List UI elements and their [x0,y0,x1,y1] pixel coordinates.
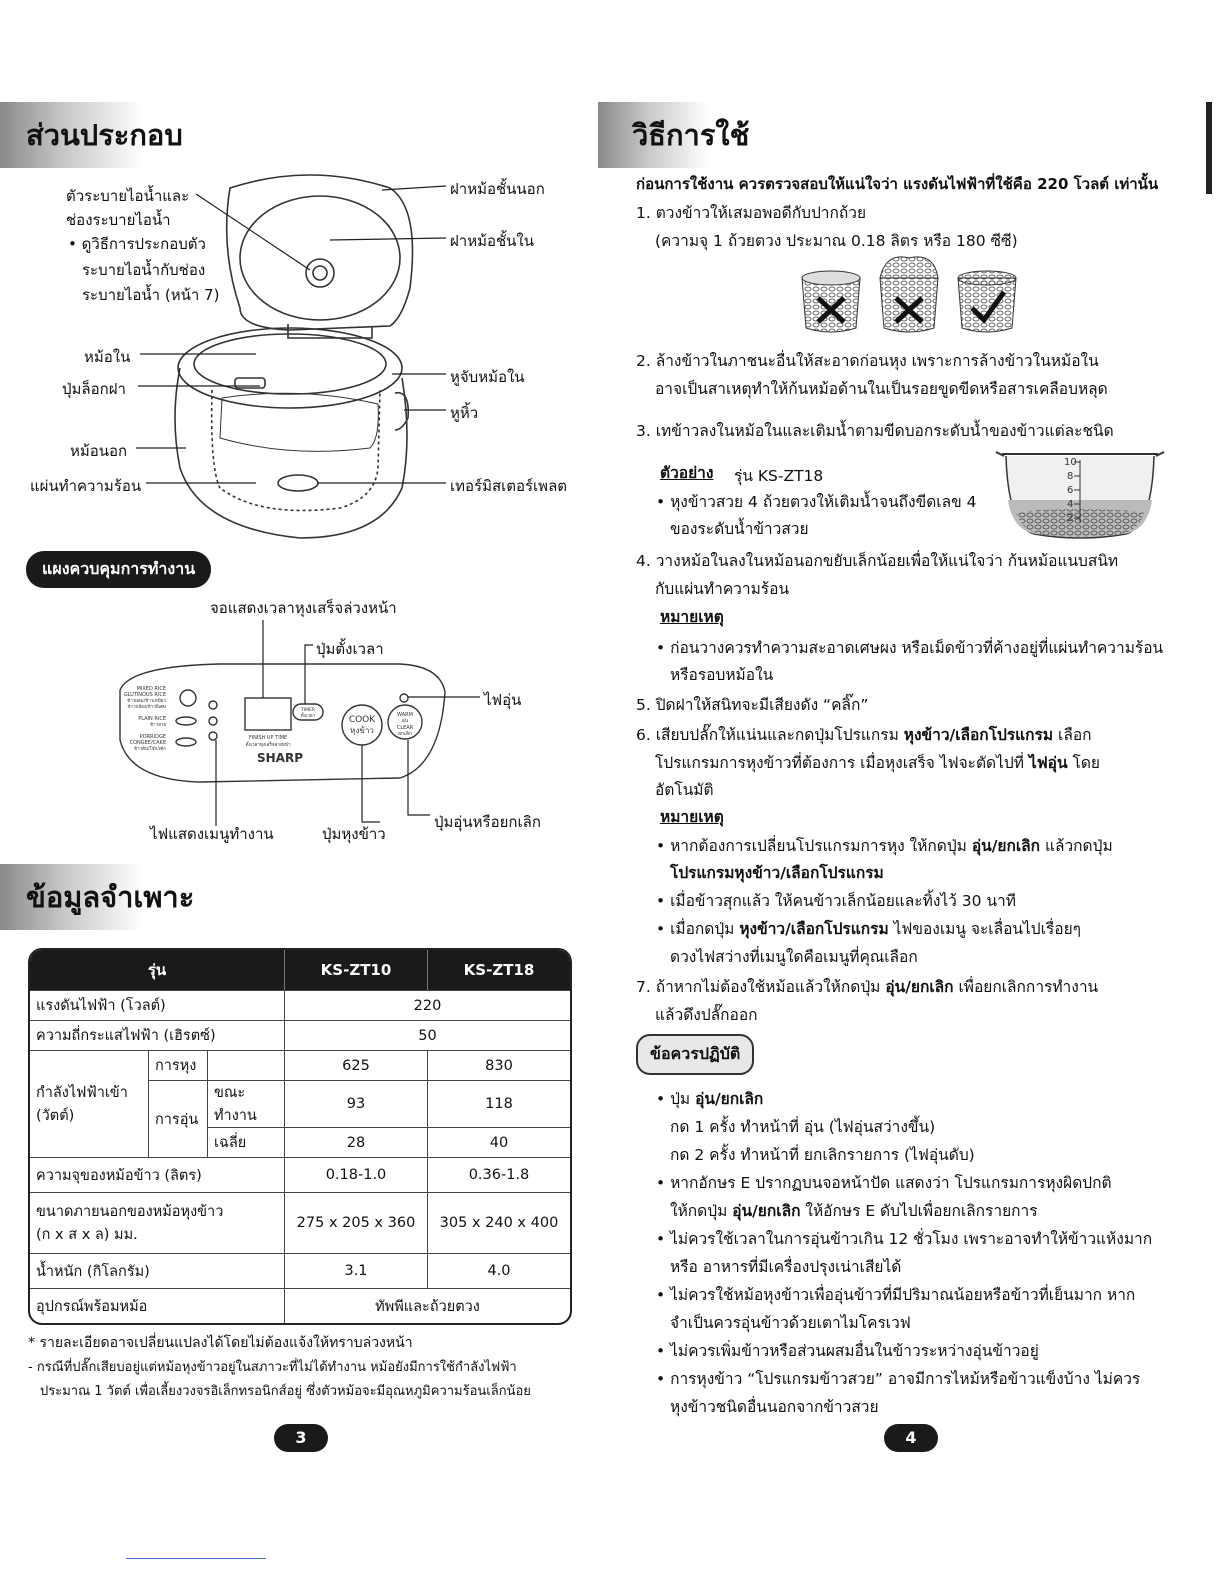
specs-header-model: รุ่น [30,950,284,990]
caution-3b: หรือ อาหารที่มีเครื่องปรุงเน่าเสียได้ [670,1258,902,1276]
panel-timer: TIMER [301,708,315,713]
edge-mark [1206,102,1212,194]
label-heater: แผ่นทำความร้อน [30,477,142,495]
note-2a: • หากต้องการเปลี่ยนโปรแกรมการหุง ให้กดปุ่ม อุ่น/ยกเลิก แล้วกดปุ่ม [656,837,1113,855]
note-2-heading: หมายเหตุ [660,808,724,826]
scale-label-8: 8 [1067,471,1074,482]
spec-dim-label: ขนาดภายนอกของหม้อหุงข้าว (ก x ส x ล) มม. [30,1192,284,1253]
panel-plain-th: ข้าวสวย [149,723,166,728]
label-carry-handle: หูหิ้ว [450,404,479,422]
caution-1c: กด 2 ครั้ง ทำหน้าที่ ยกเลิกรายการ (ไฟอุ่นดับ) [670,1146,975,1164]
spec-freq-label: ความถี่กระแสไฟฟ้า (เฮิรตซ์) [30,1020,284,1050]
spec-warm-label: การอุ่น [148,1080,207,1157]
spec-voltage-value: 220 [284,990,570,1020]
label-inner-lid: ฝาหม้อชั้นใน [450,232,535,250]
spec-capacity-zt18: 0.36-1.8 [427,1157,570,1192]
panel-porridge-th: ข้าวต้ม/โจ๊ก/เค้ก [133,747,166,752]
spec-warm-avg-zt18: 40 [427,1127,570,1157]
spec-dim-zt10: 275 x 205 x 360 [284,1192,427,1253]
step-6a: 6. เสียบปลั๊กให้แน่นและกดปุ่มโปรแกรม หุงข้าว/เลือกโปรแกรม เลือก [636,726,1092,744]
panel-cook: COOK [348,715,376,725]
page-number-left: 3 [274,1424,328,1452]
specs-table [28,948,572,1325]
step-2b: อาจเป็นสาเหตุทำให้ก้นหม้อด้านในเป็นรอยขูดขีดหรือสารเคลือบหลุด [655,380,1108,398]
note-2b: โปรแกรมหุงข้าว/เลือกโปรแกรม [670,864,884,882]
spec-warm-op-zt10: 93 [284,1080,427,1127]
note-1-heading: หมายเหตุ [660,608,724,626]
control-panel-diagram [100,600,500,830]
panel-warm: WARM [397,712,413,718]
spec-weight-label: น้ำหนัก (กิโลกรัม) [30,1253,284,1288]
spec-freq-value: 50 [284,1020,570,1050]
label-display: จอแสดงเวลาหุงเสร็จล่วงหน้า [210,599,397,617]
specs-header-zt18: KS-ZT18 [427,950,570,990]
step-2a: 2. ล้างข้าวในภาชนะอื่นให้สะอาดก่อนหุง เพราะการล้างข้าวในหม้อใน [636,352,1099,370]
spec-cook-zt10: 625 [284,1050,427,1080]
example-model: รุ่น KS-ZT18 [734,467,824,485]
spec-capacity-zt10: 0.18-1.0 [284,1157,427,1192]
spec-capacity-label: ความจุของหม้อข้าว (ลิตร) [30,1157,284,1192]
label-inner-pot: หม้อใน [84,348,131,366]
spec-warm-avg-label: เฉลี่ย [207,1127,284,1157]
footnote-2: - กรณีที่ปลั๊กเสียบอยู่แต่หม้อหุงข้าวอยู่ในสภาวะที่ไม่ได้ทำงาน หม้อยังมีการใช้กำลังไฟฟ้า [28,1360,517,1375]
step-5: 5. ปิดฝาให้สนิทจะมีเสียงดัง “คลิ๊ก” [636,696,869,714]
specs-title: ข้อมูลจำเพาะ [26,880,195,914]
spec-dim-zt18: 305 x 240 x 400 [427,1192,570,1253]
bottom-rule [126,1558,266,1559]
caution-pill: ข้อควรปฏิบัติ [636,1034,754,1075]
spec-cook-blank [207,1050,284,1080]
label-warm-cancel: ปุ่มอุ่นหรือยกเลิก [434,813,541,831]
spec-weight-zt18: 4.0 [427,1253,570,1288]
label-vent-4: ระบายไอน้ำกับช่อง [82,261,206,279]
panel-cook-th: หุงข้าว [350,726,374,735]
step-1a: 1. ตวงข้าวให้เสมอพอดีกับปากถ้วย [636,204,867,222]
caution-1b: กด 1 ครั้ง ทำหน้าที่ อุ่น (ไฟอุ่นสว่างขึ้น) [670,1118,936,1136]
inner-pot-scale-illustration [994,446,1166,542]
label-vent-3: • ดูวิธีการประกอบตัว [68,235,206,253]
example-heading: ตัวอย่าง [660,464,714,482]
footnote-3: ประมาณ 1 วัตต์ เพื่อเลี้ยงวงจรอิเล็กทรอนิกส์อยู่ ซึ่งตัวหม้อจะมีอุณหภูมิความร้อนเล็กน้อย [40,1384,531,1399]
cook-button-shape [342,705,382,745]
caution-1a: • ปุ่ม อุ่น/ยกเลิก [656,1090,764,1108]
caution-2b: ให้กดปุ่ม อุ่น/ยกเลิก ให้อักษร E ดับไปเพื่อยกเลิกรายการ [670,1202,1038,1220]
control-panel-pill: แผงควบคุมการทำงาน [26,551,211,588]
step-6c: อัตโนมัติ [655,781,714,799]
step-6b: โปรแกรมการหุงข้าวที่ต้องการ เมื่อหุงเสร็จ ไฟจะตัดไปที่ ไฟอุ่น โดย [655,754,1100,772]
spec-cook-zt18: 830 [427,1050,570,1080]
spec-acc-value: ทัพพีและถ้วยตวง [284,1288,570,1323]
label-menu-light: ไฟแสดงเมนูทำงาน [150,825,274,843]
note-1a: • ก่อนวางควรทำความสะอาดเศษผง หรือเม็ดข้าวที่ค้างอยู่ที่แผ่นทำความร้อน [656,639,1164,657]
spec-warm-op-label: ขณะทำงาน [207,1080,284,1127]
caution-5: • ไม่ควรเพิ่มข้าวหรือส่วนผสมอื่นในข้าวระหว่างอุ่นข้าวอยู่ [656,1342,1039,1360]
panel-mixed-th1: ข้าวผสม/ข้าวเหนียว [127,699,166,704]
label-timer: ปุ่มตั้งเวลา [316,640,384,658]
finish-up-display [245,698,291,730]
panel-mixed-th2: ข้าวกล้อง/ข้าวพิเศษ [127,705,166,710]
page-number-right: 4 [884,1424,938,1452]
panel-congee: CONGEE/CAKE [129,740,166,746]
step-3: 3. เทข้าวลงในหม้อในและเติมน้ำตามขีดบอกระดับน้ำของข้าวแต่ละชนิด [636,422,1114,440]
spec-voltage-label: แรงดันไฟฟ้า (โวลต์) [30,990,284,1020]
step-7b: แล้วดึงปลั๊กออก [655,1006,758,1024]
caution-4a: • ไม่ควรใช้หม้อหุงข้าวเพื่ออุ่นข้าวที่มีปริมาณน้อยหรือข้าวที่เย็นมาก หาก [656,1286,1136,1304]
spec-power-label: กำลังไฟฟ้าเข้า (วัตต์) [30,1050,148,1157]
panel-brand: SHARP [256,751,304,765]
example-bullet-2: ของระดับน้ำข้าวสวย [670,520,809,538]
specs-header-zt10: KS-ZT10 [284,950,427,990]
panel-mixed-rice: MIXED RICE [136,686,166,692]
label-vent-5: ระบายไอน้ำ (หน้า 7) [82,286,220,304]
panel-porridge: PORRIDGE [139,734,166,740]
spec-acc-label: อุปกรณ์พร้อมหม้อ [30,1288,284,1323]
label-vent-1: ตัวระบายไอน้ำและ [66,187,190,205]
panel-finish-th: ตั้งเวลาหุงเสร็จล่วงหน้า [245,743,291,748]
step-4b: กับแผ่นทำความร้อน [655,580,790,598]
note-2c: • เมื่อข้าวสุกแล้ว ให้คนข้าวเล็กน้อยและทิ้งไว้ 30 นาที [656,892,1016,910]
label-outer-lid: ฝาหม้อชั้นนอก [450,180,545,198]
caution-6b: หุงข้าวชนิดอื่นนอกจากข้าวสวย [670,1398,879,1416]
step-7a: 7. ถ้าหากไม่ต้องใช้หม้อแล้วให้กดปุ่ม อุ่น/ยกเลิก เพื่อยกเลิกการทำงาน [636,978,1099,996]
cup-underfilled [802,271,860,332]
note-2e: ดวงไฟสว่างที่เมนูใดคือเมนูที่คุณเลือก [670,948,918,966]
spec-cook-label: การหุง [148,1050,207,1080]
scale-label-6: 6 [1067,485,1074,496]
label-outer-pot: หม้อนอก [70,442,128,460]
step-1b: (ความจุ 1 ถ้วยตวง ประมาณ 0.18 ลิตร หรือ 180 ซีซี) [655,232,1018,250]
cup-overfilled [880,257,938,332]
caution-6a: • การหุงข้าว “โปรแกรมข้าวสวย” อาจมีการไหม้หรือข้าวแข็งบ้าง ไม่ควร [656,1370,1141,1388]
panel-plain-rice: PLAIN RICE [138,716,166,722]
footnote-1: * รายละเอียดอาจเปลี่ยนแปลงได้โดยไม่ต้องแจ้งให้ทราบล่วงหน้า [28,1335,413,1351]
panel-timer-th: ตั้งเวลา [300,714,316,719]
caution-4b: จำเป็นควรอุ่นข้าวด้วยเตาไมโครเวฟ [670,1314,911,1332]
panel-warm-th: อุ่น [401,718,409,724]
panel-clear-th: ยกเลิก [398,731,412,737]
caution-2a: • หากอักษร E ปรากฏบนจอหน้าปัด แสดงว่า โปรแกรมการหุงผิดปกติ [656,1174,1112,1192]
parts-title: ส่วนประกอบ [26,118,183,152]
spec-warm-op-zt18: 118 [427,1080,570,1127]
usage-intro: ก่อนการใช้งาน ควรตรวจสอบให้แน่ใจว่า แรงดันไฟฟ้าที่ใช้คือ 220 โวลต์ เท่านั้น [636,175,1159,193]
panel-finish: FINISH UP TIME [248,735,288,741]
spec-weight-zt10: 3.1 [284,1253,427,1288]
scale-label-2: 2 [1067,513,1074,524]
label-cook-button: ปุ่มหุงข้าว [322,825,386,843]
warm-light-dot [400,694,408,702]
label-inner-handle: หูจับหม้อใน [450,368,525,386]
note-1b: หรือรอบหม้อใน [670,666,774,684]
label-lid-lock: ปุ่มล็อกฝา [62,380,126,398]
usage-title: วิธีการใช้ [632,118,750,152]
caution-3a: • ไม่ควรใช้เวลาในการอุ่นข้าวเกิน 12 ชั่วโมง เพราะอาจทำให้ข้าวแห้งมาก [656,1230,1153,1248]
panel-clear: CLEAR [396,725,414,731]
step-4a: 4. วางหม้อในลงในหม้อนอกขยับเล็กน้อยเพื่อให้แน่ใจว่า ก้นหม้อแนบสนิท [636,552,1119,570]
panel-glutinous: GLUTINOUS RICE [123,692,166,698]
cup-correct [958,271,1016,332]
label-thermistor: เทอร์มิสเตอร์เพลต [450,477,568,495]
example-bullet-1: • หุงข้าวสวย 4 ถ้วยตวงให้เติมน้ำจนถึงขีดเลข 4 [656,493,977,511]
scale-label-10: 10 [1064,457,1077,468]
note-2d: • เมื่อกดปุ่ม หุงข้าว/เลือกโปรแกรม ไฟของเมนู จะเลื่อนไปเรื่อยๆ [656,920,1081,938]
scale-label-4: 4 [1067,499,1074,510]
label-vent-2: ช่องระบายไอน้ำ [66,211,171,229]
spec-warm-avg-zt10: 28 [284,1127,427,1157]
measuring-cups-illustration [796,256,1026,338]
label-warm-light: ไฟอุ่น [484,691,522,709]
